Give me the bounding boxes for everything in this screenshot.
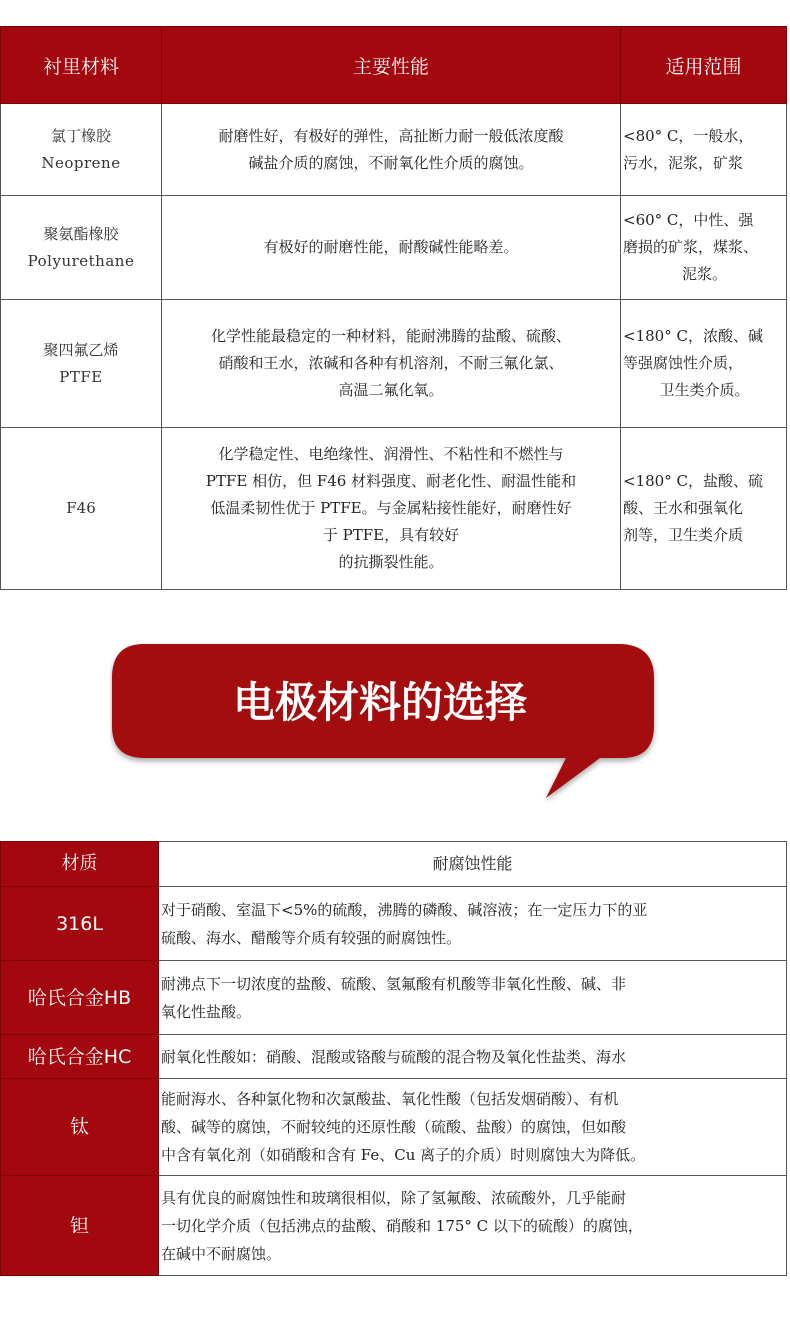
performance-line: 化学稳定性、电绝缘性、润滑性、不粘性和不燃性与 (218, 445, 564, 463)
material-cell (1, 196, 162, 300)
material-name-cn: 聚氨酯橡胶 (43, 224, 119, 243)
performance-line: 高温二氟化氧。 (338, 381, 444, 399)
corrosion-line: 对于硝酸、室温下<5%的硫酸，沸腾的磷酸、碱溶液；在一定压力下的亚 (161, 900, 648, 919)
performance-line: 碱盐介质的腐蚀，不耐氧化性介质的腐蚀。 (248, 153, 534, 172)
range-cell (621, 196, 787, 300)
corrosion-line: 一切化学介质（包括沸点的盐酸、硝酸和 175° C 以下的硫酸）的腐蚀， (161, 1216, 643, 1235)
performance-line: 于 PTFE，具有较好 (322, 526, 460, 544)
range-line: 磨损的矿浆，煤浆、 (623, 238, 759, 256)
performance-cell (162, 196, 621, 300)
range-cell (621, 428, 787, 590)
material-name-en: Neoprene (41, 153, 121, 172)
range-cell (621, 104, 787, 196)
table-header-row (1, 842, 787, 887)
material-name-en: Polyurethane (27, 251, 135, 270)
header-application-range: 适用范围 (621, 27, 787, 104)
range-line: 酸、王水和强氧化 (623, 499, 744, 517)
range-line: 等强腐蚀性介质， (623, 354, 744, 372)
performance-line: PTFE 相仿，但 F46 材料强度、耐老化性、耐温性能和 (205, 472, 577, 490)
corrosion-line: 具有优良的耐腐蚀性和玻璃很相似，除了氢氟酸、浓硫酸外，几乎能耐 (161, 1188, 627, 1207)
table-row (1, 300, 787, 428)
range-line: <80° C，一般水， (623, 126, 754, 145)
material-cell: 哈氏合金HC (1, 1035, 159, 1079)
corrosion-cell (159, 1035, 787, 1079)
corrosion-cell (159, 887, 787, 961)
performance-cell (162, 300, 621, 428)
material-cell: 316L (1, 887, 159, 961)
corrosion-line: 能耐海水、各种氯化物和次氯酸盐、氧化性酸（包括发烟硝酸）、有机 (161, 1090, 619, 1108)
performance-cell (162, 104, 621, 196)
material-name-en: PTFE (59, 367, 103, 386)
performance-line: 耐磨性好，有极好的弹性，高扯断力耐一般低浓度酸 (218, 126, 564, 145)
range-line: 泥浆。 (681, 265, 727, 283)
table-header-row (1, 27, 787, 104)
material-cell (1, 300, 162, 428)
range-cell (621, 300, 787, 428)
corrosion-line: 耐沸点下一切浓度的盐酸、硫酸、氢氟酸有机酸等非氧化性酸、碱、非 (161, 974, 627, 993)
corrosion-cell (159, 1176, 787, 1276)
performance-line: 低温柔韧性优于 PTFE。与金属粘接性能好，耐磨性好 (210, 499, 572, 517)
corrosion-cell (159, 961, 787, 1035)
header-lining-material: 衬里材料 (1, 27, 162, 104)
material-cell: 哈氏合金HB (1, 961, 159, 1035)
performance-line: 硝酸和王水，浓碱和各种有机溶剂，不耐三氟化氯、 (218, 354, 564, 372)
corrosion-cell (159, 1079, 787, 1176)
material-name-cn: F46 (66, 499, 96, 517)
performance-line: 有极好的耐磨性能，耐酸碱性能略差。 (263, 238, 519, 256)
corrosion-line: 酸、碱等的腐蚀，不耐较纯的还原性酸（硫酸、盐酸）的腐蚀，但如酸 (161, 1118, 627, 1136)
table-row (1, 1079, 787, 1176)
material-cell: 钽 (1, 1176, 159, 1276)
performance-line: 的抗撕裂性能。 (338, 553, 444, 571)
header-corrosion-resistance: 耐腐蚀性能 (159, 842, 787, 887)
banner-title: 电极材料的选择 (232, 678, 527, 727)
table-row (1, 428, 787, 590)
range-line: <180° C，盐酸、硫 (623, 472, 763, 490)
range-line: 剂等，卫生类介质 (623, 526, 744, 544)
range-line: 污水，泥浆，矿浆 (623, 153, 744, 172)
table-row (1, 196, 787, 300)
corrosion-line: 中含有氧化剂（如硝酸和含有 Fe、Cu 离子的介质）时则腐蚀大为降低。 (161, 1146, 646, 1164)
lining-material-table (0, 26, 787, 590)
table-row (1, 104, 787, 196)
performance-line: 化学性能最稳定的一种材料，能耐沸腾的盐酸、硫酸、 (210, 327, 571, 345)
material-cell (1, 428, 162, 590)
corrosion-line: 硫酸、海水、醋酸等介质有较强的耐腐蚀性。 (161, 928, 462, 947)
header-material: 材质 (1, 842, 159, 887)
table-row (1, 1176, 787, 1276)
table-row (1, 887, 787, 961)
header-main-performance: 主要性能 (162, 27, 621, 104)
material-cell: 钛 (1, 1079, 159, 1176)
range-line: <60° C，中性、强 (623, 211, 754, 229)
performance-cell (162, 428, 621, 590)
corrosion-line: 氧化性盐酸。 (161, 1002, 252, 1021)
corrosion-line: 在碱中不耐腐蚀。 (161, 1244, 282, 1263)
section-banner (110, 642, 670, 812)
material-name-cn: 聚四氟乙烯 (43, 340, 119, 359)
corrosion-line: 耐氧化性酸如：硝酸、混酸或铬酸与硫酸的混合物及氧化性盐类、海水 (161, 1047, 627, 1066)
table-row (1, 961, 787, 1035)
table-row (1, 1035, 787, 1079)
material-cell (1, 104, 162, 196)
range-line: 卫生类介质。 (659, 381, 750, 399)
material-name-cn: 氯丁橡胶 (50, 126, 111, 145)
range-line: <180° C，浓酸、碱 (623, 327, 763, 345)
electrode-material-table (0, 841, 787, 1276)
